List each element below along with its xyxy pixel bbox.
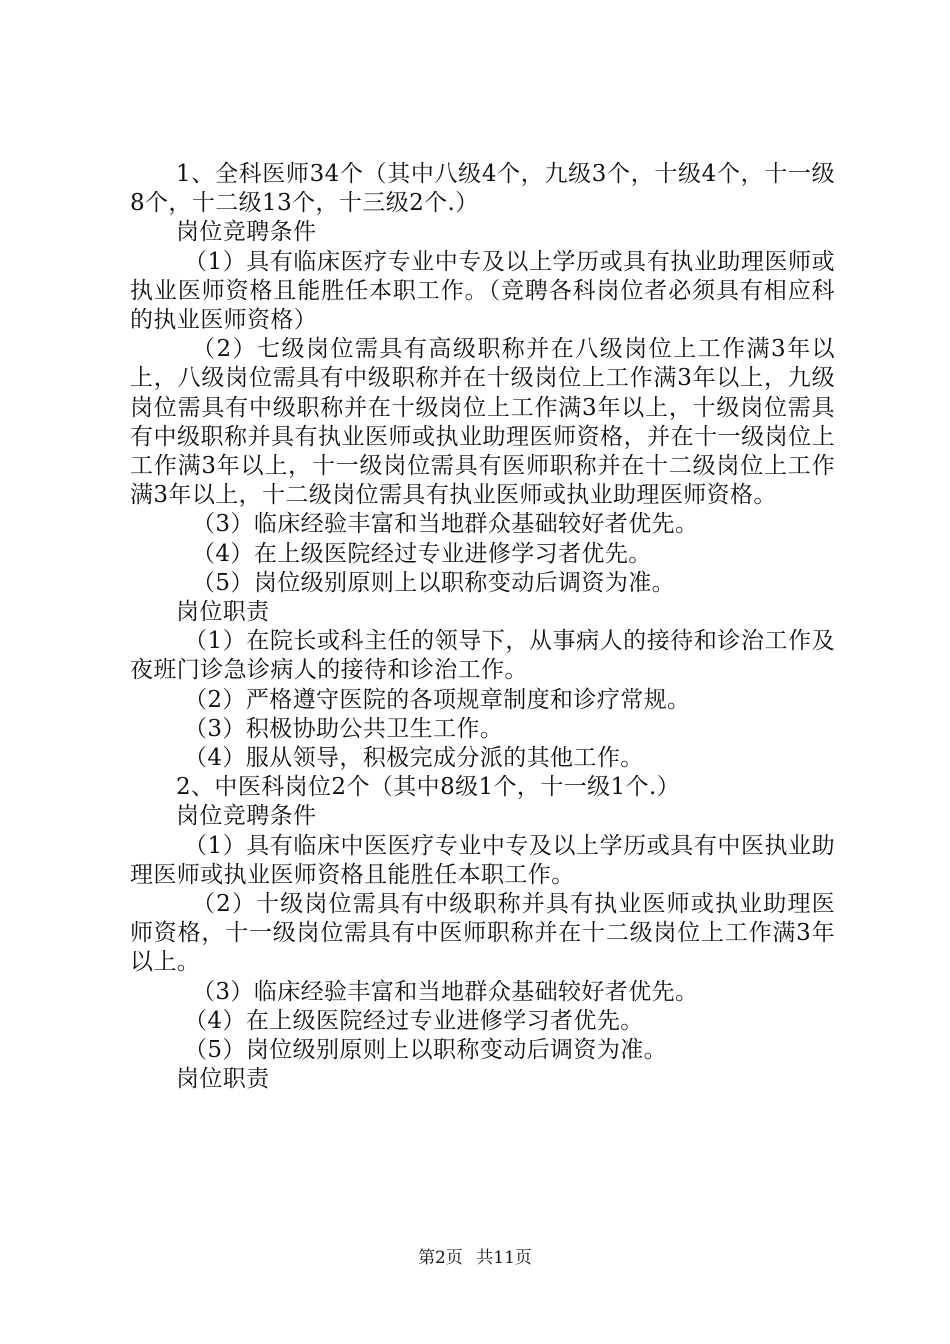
subheading-duties: 岗位职责 <box>176 1066 270 1093</box>
requirement-item: （1）具有临床中医医疗专业中专及以上学历或具有中医执业助理医师或执业医师资格且能胜任本职工作。 <box>130 832 835 888</box>
duty-item: （1）在院长或科主任的领导下，从事病人的接待和诊治工作及夜班门诊急诊病人的接待和诊治工作。 <box>130 628 835 684</box>
page-total: 共11页 <box>476 1248 532 1268</box>
duty-item: （2）严格遵守医院的各项规章制度和诊疗常规。 <box>184 686 691 713</box>
section-heading-tcm: 2、中医科岗位2个（其中8级1个，十一级1个.） <box>176 774 681 801</box>
requirement-item: （4）在上级医院经过专业进修学习者优先。 <box>184 1007 644 1034</box>
requirement-item: （5）岗位级别原则上以职称变动后调资为准。 <box>184 1037 668 1064</box>
page-footer <box>0 1243 950 1268</box>
requirement-item: （3）临床经验丰富和当地群众基础较好者优先。 <box>192 511 699 538</box>
page-number: 第2页 <box>418 1248 463 1268</box>
requirement-item: （4）在上级医院经过专业进修学习者优先。 <box>192 540 652 567</box>
requirement-item: （3）临床经验丰富和当地群众基础较好者优先。 <box>192 978 699 1005</box>
subheading-duties: 岗位职责 <box>176 599 270 626</box>
requirement-item: （2）十级岗位需具有中级职称并具有执业医师或执业助理医师资格，十一级岗位需具有中医师职称并在十二级岗位上工作满3年以上。 <box>130 891 835 976</box>
subheading-requirements: 岗位竞聘条件 <box>176 803 317 830</box>
requirement-item: （5）岗位级别原则上以职称变动后调资为准。 <box>192 569 676 596</box>
requirement-item: （1）具有临床医疗专业中专及以上学历或具有执业助理医师或执业医师资格且能胜任本职工作。（竞聘各科岗位者必须具有相应科的执业医师资格） <box>130 248 835 334</box>
document-body <box>130 160 835 1095</box>
duty-item: （4）服从领导，积极完成分派的其他工作。 <box>184 745 644 772</box>
requirement-item: （2）七级岗位需具有高级职称并在八级岗位上工作满3年以上，八级岗位需具有中级职称并在十级岗位上工作满3年以上，九级岗位需具有中级职称并在十级岗位上工作满3年以上，十级岗位需具有中级职称并具有执业医师或执业助理医师资格，并在十一级岗位上工作满3年以上，十一级岗位需具有医师职称并在十二级岗位上工作满3年以上，十二级岗位需具有执业医师或执业助理医师资格。 <box>130 336 835 509</box>
duty-item: （3）积极协助公共卫生工作。 <box>184 715 504 742</box>
subheading-requirements: 岗位竞聘条件 <box>176 219 317 246</box>
section-heading-general-practitioner: 1、全科医师34个（其中八级4个，九级3个，十级4个，十一级8个，十二级13个，十三级2个.） <box>130 161 835 217</box>
